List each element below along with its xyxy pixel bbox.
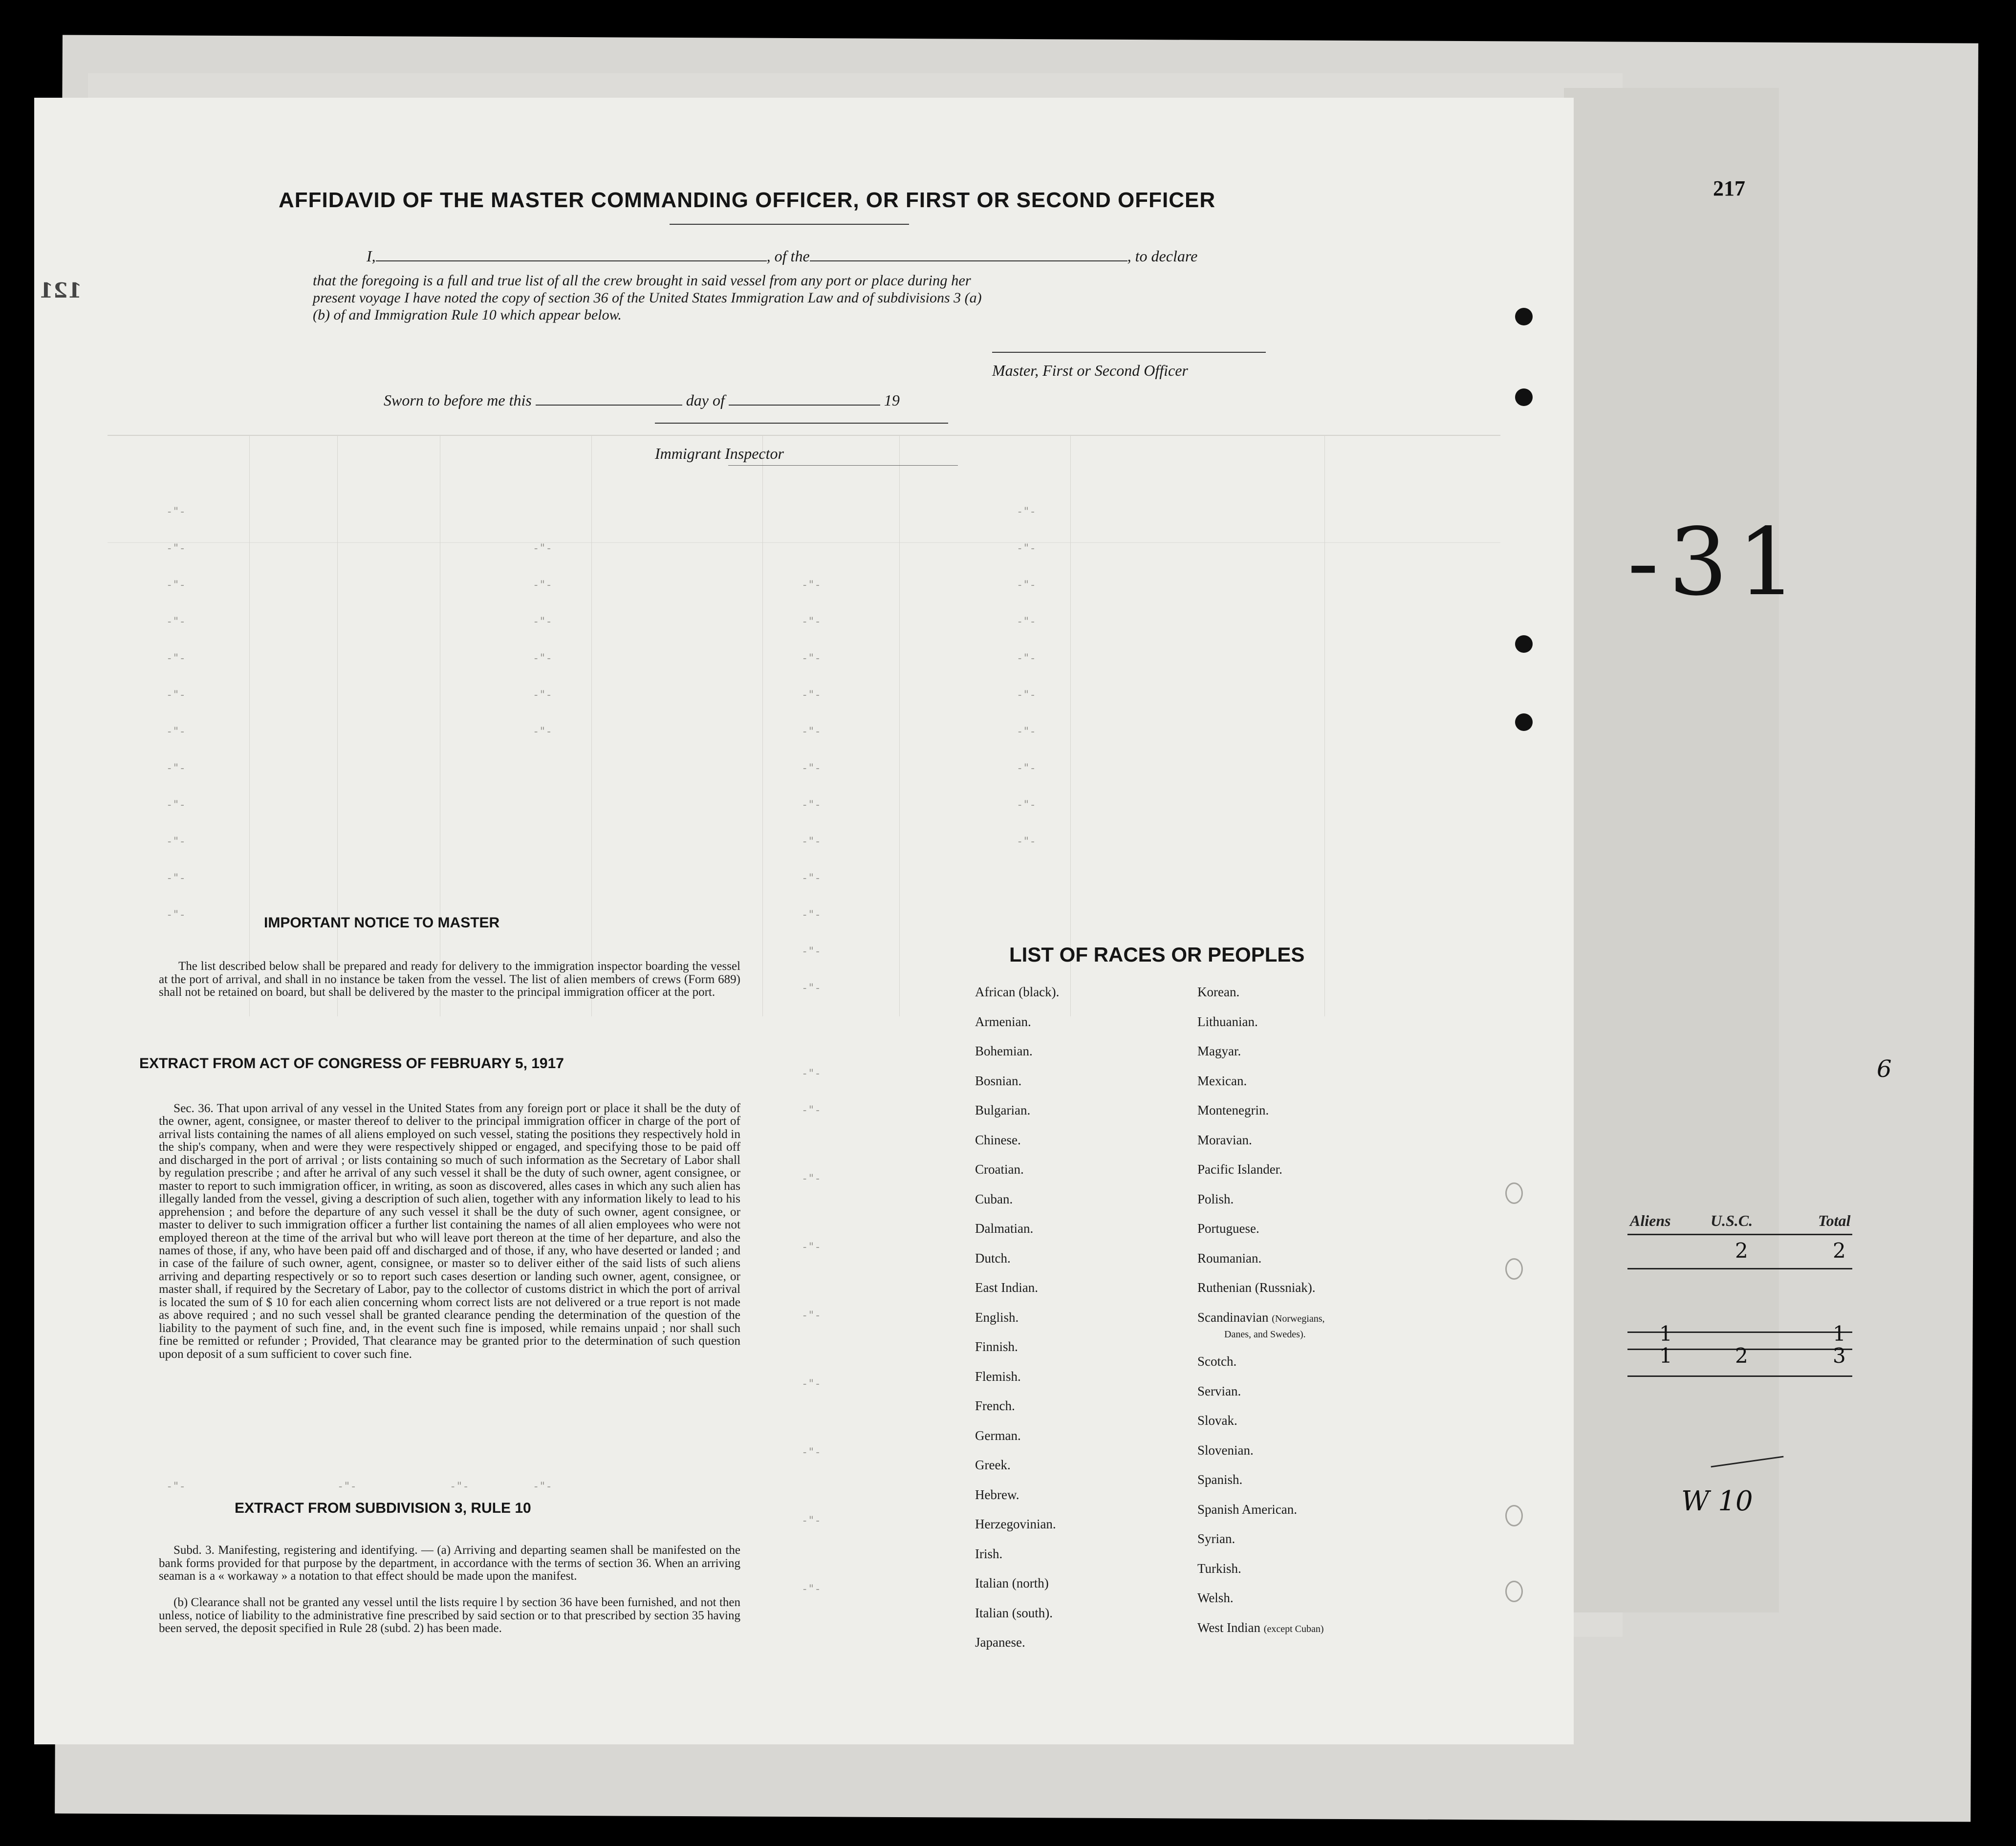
ditto-mark: -"- xyxy=(1017,799,1036,811)
master-signature-line xyxy=(992,352,1266,353)
ditto-mark: -"- xyxy=(533,1481,552,1493)
race-item: Croatian. xyxy=(975,1162,1024,1177)
ghost-rule xyxy=(249,435,250,1016)
race-item: Slovenian. xyxy=(1197,1443,1254,1458)
race-item: East Indian. xyxy=(975,1280,1038,1295)
punch-hole xyxy=(1515,713,1533,731)
race-label: Scandinavian xyxy=(1197,1310,1269,1325)
ditto-mark: -"- xyxy=(1017,836,1036,848)
punch-hole xyxy=(1515,308,1533,325)
race-item: Spanish. xyxy=(1197,1472,1243,1487)
race-item: Lithuanian. xyxy=(1197,1014,1258,1029)
race-item: Cuban. xyxy=(975,1192,1013,1206)
ghost-rule xyxy=(899,435,900,1016)
ghost-rule xyxy=(591,435,592,1016)
ditto-mark: -"- xyxy=(802,652,821,665)
mirrored-number: 121 xyxy=(39,279,82,302)
ditto-mark: -"- xyxy=(166,616,186,628)
extract-rule-text-b: (b) Clearance shall not be granted any vessel until the lists require l by section 36 have been furnished, and not then unless, notice of liability to the administrative fine prescribed by said section or to that prescribed by section 35 having been served, the deposit specified in Rule 28 (subd. 2) has been made. xyxy=(159,1596,740,1635)
ditto-mark: -"- xyxy=(1017,616,1036,628)
race-item-west-indian xyxy=(1197,1620,1324,1635)
race-item: Italian (north) xyxy=(975,1576,1049,1590)
extract-rule-text-a: Subd. 3. Manifesting, registering and identifying. — (a) Arriving and departing seamen shall be manifested on the bank forms provided for that purpose by the department, in accordance with the terms of section 36. When an arriving seaman is a « workaway » a notation to that effect should be made upon the manifest. xyxy=(159,1544,740,1583)
race-item: Flemish. xyxy=(975,1369,1021,1384)
race-item: African (black). xyxy=(975,985,1060,999)
extract-act-text: Sec. 36. That upon arrival of any vessel in the United States from any foreign port or place it shall be the duty of the owner, agent, consignee, or master thereof to deliver to the principal immigration officer in charge of the port of arrival lists containing the names of all aliens employed on such vessel, stating the positions they respectively hold in the ship's company, when and were they were respectively shipped or engaged, and specifying those to be paid off and discharged in the port of arrival ; or lists containing so much of such information as the Secretary of Labor shall by regulation prescribe ; and after he arrival of any such vessel it shall be the duty of such owner, agent consignee, or master to report to such immigration officer, in writing, as soon as discovered, alles cases in which any such alien has illegally landed from the vessel, giving a description of such alien, together with any information likely to lead to his apprehension ; and before the departure of any such vessel it shall be the duty of such owner, agent consignee, or master to deliver to such immigration officer a further list containing the names of all alien employees who were not employed thereon at the time of the arrival but who will leave port thereon at the time of her departure, and also the names of those, if any, who have been paid off and discharged and of those, if any, who have deserted or landed ; and in case of the failure of such owner, agent, consignee, or master so to deliver either of the said lists of such aliens arriving and departing respectively or so to report such cases desertion or landing such owner, agent, consignee, or master shall, if required by the Secretary of Labor, pay to the collector of customs district in which the port of arrival is located the sum of $ 10 for each alien concerning whom correct lists are not delivered or a true report is not made as above required ; and no such vessel shall be granted clearance pending the determination of the question of the liability to the payment of such fine, and, in the event such fine is imposed, while remains unpaid ; nor shall such fine be remitted or refunder ; Provided, That clearance may be granted prior to the determination of such question upon deposit of a sum sufficient to cover such fine. xyxy=(159,1101,740,1361)
race-note-line xyxy=(1224,1326,1306,1341)
race-item: Roumanian. xyxy=(1197,1251,1262,1266)
ditto-mark: -"- xyxy=(450,1481,469,1493)
race-item: English. xyxy=(975,1310,1019,1325)
race-item: German. xyxy=(975,1428,1021,1443)
sworn-day-field[interactable] xyxy=(536,391,682,406)
handwritten-note: W 10 xyxy=(1681,1485,1753,1517)
race-item: Armenian. xyxy=(975,1014,1031,1029)
back-sheet-right xyxy=(1564,88,1779,1612)
tally-r1-usc: 2 xyxy=(1735,1239,1748,1263)
race-item-scandinavian xyxy=(1197,1310,1325,1325)
race-item: Polish. xyxy=(1197,1192,1234,1206)
races-heading: LIST OF RACES OR PEOPLES xyxy=(1009,943,1305,966)
ditto-mark: -"- xyxy=(533,652,552,665)
race-item: Servian. xyxy=(1197,1384,1241,1398)
ditto-mark: -"- xyxy=(802,726,821,738)
tally-r2-aliens: 1 xyxy=(1659,1322,1672,1346)
race-item: Finnish. xyxy=(975,1339,1018,1354)
race-item: French. xyxy=(975,1398,1015,1413)
race-item: Ruthenian (Russniak). xyxy=(1197,1280,1316,1295)
tally-r3-usc: 2 xyxy=(1735,1344,1748,1368)
race-item: Syrian. xyxy=(1197,1531,1236,1546)
sworn-label: Sworn to before me this xyxy=(384,391,532,409)
ditto-mark: -"- xyxy=(802,909,821,921)
declare-label: , to declare xyxy=(1127,247,1198,265)
ditto-mark: -"- xyxy=(337,1481,357,1493)
affidavit-title: AFFIDAVID OF THE MASTER COMMANDING OFFICER, OR FIRST OR SECOND OFFICER xyxy=(279,188,1216,212)
race-item: Dalmatian. xyxy=(975,1221,1034,1236)
ditto-mark: -"- xyxy=(802,1173,821,1185)
ghost-rule xyxy=(1324,435,1325,1016)
race-item: Korean. xyxy=(1197,985,1240,999)
race-item: Chinese. xyxy=(975,1133,1021,1147)
ditto-mark: -"- xyxy=(166,872,186,884)
affidavit-line-4: (b) of and Immigration Rule 10 which appear below. xyxy=(313,307,622,323)
handwritten-count: -31 xyxy=(1627,508,1806,616)
ditto-mark: -"- xyxy=(1017,506,1036,518)
ditto-mark: -"- xyxy=(1017,542,1036,555)
ditto-mark: -"- xyxy=(166,726,186,738)
race-item: Pacific Islander. xyxy=(1197,1162,1282,1177)
ring-hole xyxy=(1505,1182,1523,1204)
punch-hole xyxy=(1515,388,1533,406)
ditto-mark: -"- xyxy=(166,799,186,811)
ditto-mark: -"- xyxy=(533,726,552,738)
ditto-mark: -"- xyxy=(1017,689,1036,701)
race-label: West Indian xyxy=(1197,1620,1261,1635)
ditto-mark: -"- xyxy=(166,542,186,555)
ghost-rule xyxy=(762,435,763,1016)
punch-hole xyxy=(1515,635,1533,653)
race-note: Danes, and Swedes). xyxy=(1224,1329,1306,1340)
ditto-mark: -"- xyxy=(802,1515,821,1527)
ditto-mark: -"- xyxy=(802,1583,821,1595)
vessel-field[interactable] xyxy=(810,247,1127,261)
ditto-mark: -"- xyxy=(1017,652,1036,665)
notice-text: The list described below shall be prepared and ready for delivery to the immigration inspector boarding the vessel at the port of arrival, and shall in no instance be taken from the vessel. The list of alien members of crews (Form 689) shall not be retained on board, but shall be delivered by the master to the principal immigration officer at the port. xyxy=(159,960,740,999)
race-item: Japanese. xyxy=(975,1635,1025,1650)
race-item: Welsh. xyxy=(1197,1590,1234,1605)
vessel-label: , of the xyxy=(766,247,810,265)
ditto-mark: -"- xyxy=(533,579,552,591)
sworn-line xyxy=(384,391,900,409)
race-item: Bohemian. xyxy=(975,1044,1033,1058)
ditto-mark: -"- xyxy=(533,542,552,555)
ditto-mark: -"- xyxy=(802,762,821,774)
tally-r3-total: 3 xyxy=(1833,1344,1846,1368)
tally-r2-total: 1 xyxy=(1833,1322,1846,1346)
tally-rule xyxy=(1627,1234,1852,1235)
affidavit-line-1 xyxy=(367,247,1197,265)
ditto-mark: -"- xyxy=(802,945,821,958)
race-item: Bosnian. xyxy=(975,1073,1022,1088)
race-item: Greek. xyxy=(975,1458,1011,1472)
ditto-mark: -"- xyxy=(802,616,821,628)
year-label: 19 xyxy=(884,391,900,409)
master-label: Master, First or Second Officer xyxy=(992,362,1188,379)
ditto-mark: -"- xyxy=(533,616,552,628)
ditto-mark: -"- xyxy=(802,872,821,884)
tally-rule xyxy=(1627,1268,1852,1269)
page-number: 217 xyxy=(1713,176,1745,200)
ditto-mark: -"- xyxy=(802,1241,821,1253)
tally-r1-total: 2 xyxy=(1833,1239,1846,1263)
ditto-mark: -"- xyxy=(802,1378,821,1390)
ditto-mark: -"- xyxy=(802,1068,821,1080)
tally-header-usc: U.S.C. xyxy=(1711,1212,1753,1229)
race-item: Portuguese. xyxy=(1197,1221,1259,1236)
ditto-mark: -"- xyxy=(802,579,821,591)
ditto-mark: -"- xyxy=(166,506,186,518)
tally-rule xyxy=(1627,1375,1852,1377)
tally-header-aliens: Aliens xyxy=(1630,1212,1671,1229)
ditto-mark: -"- xyxy=(166,689,186,701)
race-item: Irish. xyxy=(975,1546,1003,1561)
race-note: (except Cuban) xyxy=(1263,1624,1324,1634)
ring-hole xyxy=(1505,1581,1523,1602)
ditto-mark: -"- xyxy=(1017,762,1036,774)
ditto-mark: -"- xyxy=(802,799,821,811)
extract-act-heading: EXTRACT FROM ACT OF CONGRESS OF FEBRUARY 5, 1917 xyxy=(139,1055,564,1072)
race-item: Slovak. xyxy=(1197,1413,1237,1428)
ditto-mark: -"- xyxy=(802,1104,821,1116)
handwritten-mark: 6 xyxy=(1877,1055,1892,1083)
ghost-rule xyxy=(108,435,1500,436)
ghost-rule xyxy=(108,542,1500,543)
day-of-label: day of xyxy=(686,391,725,409)
affidavit-line-3: present voyage I have noted the copy of section 36 of the United States Immigration Law and of subdivisions 3 (a) xyxy=(313,290,982,306)
ditto-mark: -"- xyxy=(802,689,821,701)
race-item: Montenegrin. xyxy=(1197,1103,1269,1117)
ghost-rule xyxy=(1070,435,1071,1016)
race-item: Spanish American. xyxy=(1197,1502,1297,1517)
ring-hole xyxy=(1505,1505,1523,1526)
ditto-mark: -"- xyxy=(1017,726,1036,738)
ditto-mark: -"- xyxy=(166,909,186,921)
declarant-field[interactable] xyxy=(376,247,767,261)
ditto-mark: -"- xyxy=(1017,579,1036,591)
ditto-mark: -"- xyxy=(166,836,186,848)
affidavit-line-2: that the foregoing is a full and true list of all the crew brought in said vessel from any port or place during her xyxy=(313,272,971,289)
sworn-month-field[interactable] xyxy=(729,391,880,406)
race-item: Turkish. xyxy=(1197,1561,1241,1576)
tally-header-total: Total xyxy=(1818,1212,1851,1229)
ditto-mark: -"- xyxy=(802,1446,821,1459)
ring-hole xyxy=(1505,1258,1523,1280)
ditto-mark: -"- xyxy=(166,652,186,665)
race-item: Italian (south). xyxy=(975,1606,1053,1620)
inspector-label: Immigrant Inspector xyxy=(655,445,784,462)
ditto-mark: -"- xyxy=(802,1309,821,1322)
inspector-signature-line xyxy=(655,423,948,424)
ditto-mark: -"- xyxy=(802,836,821,848)
declarant-label: I, xyxy=(367,247,376,265)
race-note: (Norwegians, xyxy=(1272,1313,1325,1324)
race-item: Bulgarian. xyxy=(975,1103,1031,1117)
extract-rule-heading: EXTRACT FROM SUBDIVISION 3, RULE 10 xyxy=(235,1500,531,1516)
race-item: Moravian. xyxy=(1197,1133,1252,1147)
inspector-underline xyxy=(728,465,958,466)
race-item: Magyar. xyxy=(1197,1044,1241,1058)
ditto-mark: -"- xyxy=(802,982,821,994)
race-item: Mexican. xyxy=(1197,1073,1247,1088)
title-underline xyxy=(670,224,909,225)
affidavit-page xyxy=(34,98,1574,1744)
ditto-mark: -"- xyxy=(166,762,186,774)
race-item: Dutch. xyxy=(975,1251,1011,1266)
race-item: Herzegovinian. xyxy=(975,1517,1056,1531)
ditto-mark: -"- xyxy=(166,579,186,591)
tally-r3-aliens: 1 xyxy=(1659,1344,1672,1368)
race-item: Hebrew. xyxy=(975,1487,1019,1502)
notice-heading: IMPORTANT NOTICE TO MASTER xyxy=(264,915,500,931)
ditto-mark: -"- xyxy=(533,689,552,701)
race-item: Scotch. xyxy=(1197,1354,1237,1369)
ditto-mark: -"- xyxy=(166,1481,186,1493)
